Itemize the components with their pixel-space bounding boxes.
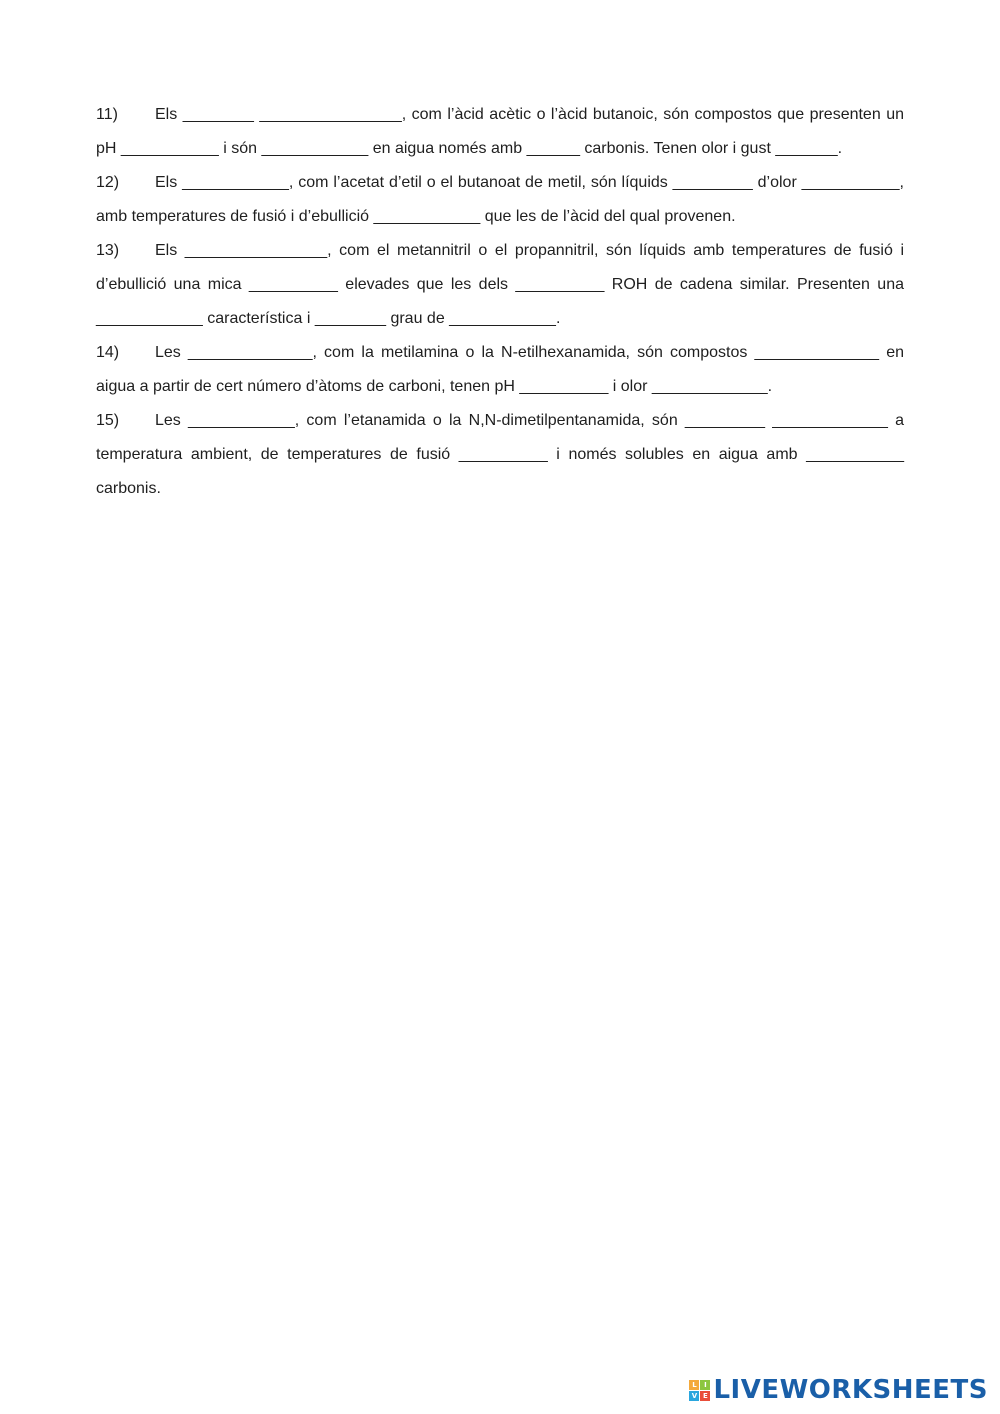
question-number: 12) bbox=[96, 174, 120, 191]
question-text: Els ________ ________________, com l’àcid acètic o l’àcid butanoic, són compostos que presenten un pH ___________ i són ____________ en aigua només amb ______ carbonis. Tenen olor i gust _______. bbox=[96, 106, 904, 157]
question-14 bbox=[96, 336, 904, 404]
question-text: Les ____________, com l’etanamida o la N,N-dimetilpentanamida, són _________ _____________ a temperatura ambient, de temperatures de fusió __________ i només solubles en aigua amb ___________ carbonis. bbox=[96, 412, 904, 497]
question-11 bbox=[96, 98, 904, 166]
question-number: 13) bbox=[96, 242, 120, 259]
question-text: Els ____________, com l’acetat d’etil o el butanoat de metil, són líquids _________ d’olor ___________, amb temperatures de fusió i d’ebullició ____________ que les de l’àcid del qual provenen. bbox=[96, 174, 904, 225]
logo-badge-letter: E bbox=[700, 1391, 710, 1401]
question-12 bbox=[96, 166, 904, 234]
logo-badge-letter: V bbox=[689, 1391, 699, 1401]
worksheet-body bbox=[96, 98, 904, 506]
logo-badge-letter: L bbox=[689, 1380, 699, 1390]
logo-badge-icon bbox=[689, 1380, 710, 1401]
question-text: Les ______________, com la metilamina o la N-etilhexanamida, són compostos ______________ en aigua a partir de cert número d’àtoms de carboni, tenen pH __________ i olor _____________. bbox=[96, 344, 904, 395]
question-text: Els ________________, com el metannitril o el propannitril, són líquids amb temperatures de fusió i d’ebullició una mica __________ elevades que les dels __________ ROH de cadena similar. Presenten una ____________ característica i ________ grau de ____________. bbox=[96, 242, 904, 327]
logo-badge-letter: I bbox=[700, 1380, 710, 1390]
question-13 bbox=[96, 234, 904, 336]
question-number: 11) bbox=[96, 106, 118, 123]
question-number: 14) bbox=[96, 344, 120, 361]
logo-text: LIVEWORKSHEETS bbox=[713, 1375, 988, 1405]
question-number: 15) bbox=[96, 412, 120, 429]
liveworksheets-logo bbox=[689, 1372, 988, 1408]
question-15 bbox=[96, 404, 904, 506]
